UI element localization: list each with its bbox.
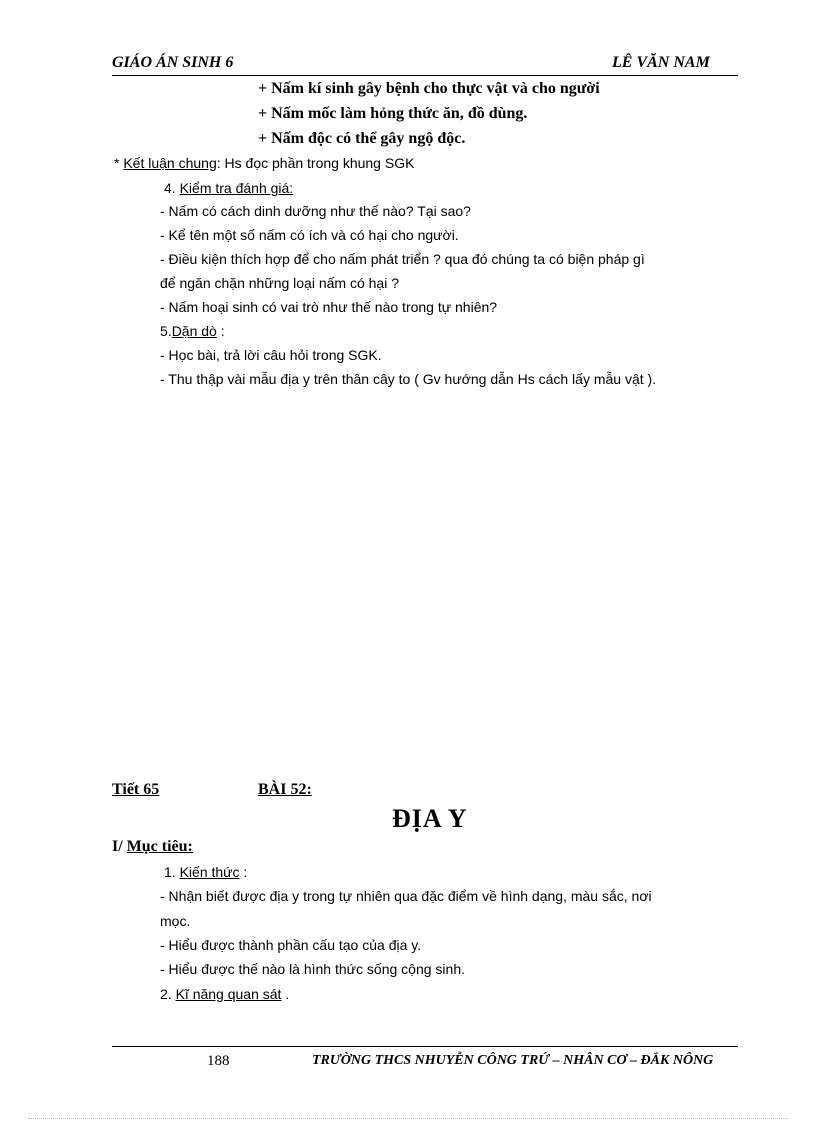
page-edge-dotted (28, 1118, 788, 1119)
knowledge-item: - Hiểu được thành phần cấu tạo của địa y. (160, 937, 422, 953)
skills-heading: Kĩ năng quan sát (175, 986, 282, 1002)
knowledge-item: mọc. (160, 913, 191, 929)
objectives-heading: Mục tiêu: (126, 838, 193, 855)
skills-number: 2. (160, 986, 176, 1002)
knowledge-heading: Kiến thức (179, 864, 240, 880)
assessment-heading: Kiểm tra đánh giá: (179, 180, 294, 196)
bullet-item: + Nấm kí sinh gây bệnh cho thực vật và cho người (258, 80, 600, 97)
conclusion-label: Kết luận chung (123, 155, 217, 171)
bullet-item: + Nấm mốc làm hỏng thức ăn, đồ dùng. (258, 105, 528, 122)
assessment-item: để ngăn chặn những loại nấm có hại ? (160, 275, 399, 291)
objectives-heading-line (112, 838, 193, 856)
homework-heading-line (160, 323, 225, 339)
knowledge-number: 1. (164, 864, 180, 880)
lesson-number: BÀI 52: (258, 781, 312, 798)
assessment-heading-line (164, 180, 293, 196)
lesson-title: ĐỊA Y (392, 804, 468, 833)
homework-heading: Dặn dò (171, 323, 217, 339)
assessment-item: - Nấm có cách dinh dưỡng như thế nào? Tại sao? (160, 203, 471, 219)
assessment-item: - Nấm hoại sinh có vai trò như thế nào trong tự nhiên? (160, 299, 498, 315)
knowledge-item: - Hiểu được thế nào là hình thức sống cộng sinh. (160, 961, 465, 977)
lesson-period: Tiết 65 (112, 781, 160, 798)
conclusion-prefix: * (114, 155, 124, 171)
footer-school: TRƯỜNG THCS NHUYỄN CÔNG TRỨ – NHÂN CƠ – ĐẮK NÔNG (312, 1053, 714, 1068)
bullet-item: + Nấm độc có thể gây ngộ độc. (258, 130, 466, 147)
knowledge-item: - Nhận biết được địa y trong tự nhiên qua đặc điểm về hình dạng, màu sắc, nơi (160, 888, 652, 904)
page-number: 188 (207, 1053, 230, 1069)
objectives-prefix: I/ (112, 838, 127, 855)
conclusion-line (114, 155, 414, 171)
conclusion-text: : Hs đọc phần trong khung SGK (216, 155, 415, 171)
knowledge-heading-line (164, 864, 247, 880)
skills-suffix: . (281, 986, 290, 1002)
assessment-item: - Điều kiện thích hợp để cho nấm phát triển ? qua đó chúng ta có biện pháp gì (160, 251, 645, 267)
header-right: LÊ VĂN NAM (612, 54, 710, 71)
footer-rule (112, 1046, 738, 1047)
header-rule (112, 75, 738, 76)
skills-heading-line (160, 986, 289, 1002)
knowledge-suffix: : (239, 864, 248, 880)
homework-item: - Thu thập vài mẫu địa y trên thân cây to ( Gv hướng dẫn Hs cách lấy mẫu vật ). (160, 371, 657, 387)
header-left: GIÁO ÁN SINH 6 (112, 54, 234, 71)
assessment-number: 4. (164, 180, 180, 196)
assessment-item: - Kể tên một số nấm có ích và có hại cho người. (160, 227, 459, 243)
homework-item: - Học bài, trả lời câu hỏi trong SGK. (160, 347, 382, 363)
homework-suffix: : (216, 323, 225, 339)
homework-number: 5. (160, 323, 172, 339)
